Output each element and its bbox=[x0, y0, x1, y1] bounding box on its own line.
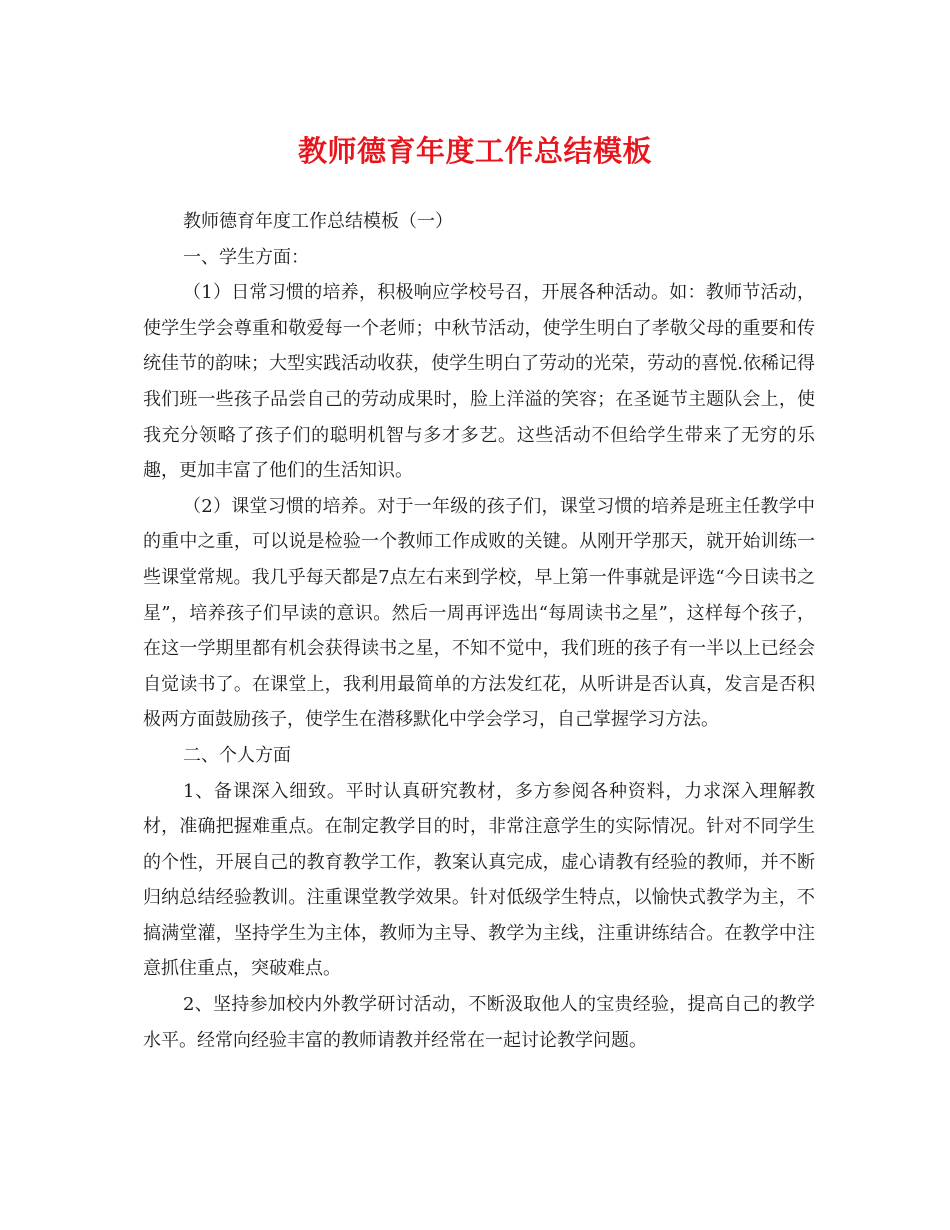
paragraph-teaching-research: 2、坚持参加校内外教学研讨活动，不断汲取他人的宝贵经验，提高自己的教学水平。经常向经验丰富的教师请教并经常在一起讨论教学问题。 bbox=[143, 994, 815, 1051]
section-subtitle: 教师德育年度工作总结模板（一） bbox=[183, 211, 453, 232]
paragraph-lesson-prep: 1、备课深入细致。平时认真研究教材，多方参阅各种资料，力求深入理解教材，准确把握难重点。在制定教学目的时，非常注意学生的实际情况。针对不同学生的个性，开展自己的教育教学工作，教案认真完成，虚心请教有经验的教师，并不断归纳总结经验教训。注重课堂教学效果。针对低级学生特点，以愉快式教学为主，不搞满堂灌，坚持学生为主体，教师为主导、教学为主线，注重讲练结合。在教学中注意抓住重点，突破难点。 bbox=[143, 780, 815, 980]
section-heading-personal: 二、个人方面 bbox=[183, 744, 291, 766]
paragraph-daily-habits: （1）日常习惯的培养，积极响应学校号召，开展各种活动。如：教师节活动，使学生学会尊重和敬爱每一个老师；中秋节活动，使学生明白了孝敬父母的重要和传统佳节的韵味；大型实践活动收获，使学生明白了劳动的光荣，劳动的喜悦.依稀记得我们班一些孩子品尝自己的劳动成果时，脸上洋溢的笑容；在圣诞节主题队会上，使我充分领略了孩子们的聪明机智与多才多艺。这些活动不但给学生带来了无穷的乐趣，更加丰富了他们的生活知识。 bbox=[143, 282, 815, 482]
document-body bbox=[143, 204, 815, 1058]
document-title: 教师德育年度工作总结模板 bbox=[297, 134, 652, 168]
paragraph-classroom-habits: （2）课堂习惯的培养。对于一年级的孩子们，课堂习惯的培养是班主任教学中的重中之重，可以说是检验一个教师工作成败的关键。从刚开学那天，就开始训练一些课堂常规。我几乎每天都是7点左右来到学校，早上第一件事就是评选“今日读书之星”，培养孩子们早读的意识。然后一周再评选出“每周读书之星”，这样每个孩子，在这一学期里都有机会获得读书之星，不知不觉中，我们班的孩子有一半以上已经会自觉读书了。在课堂上，我利用最简单的方法发红花，从听讲是否认真，发言是否积极两方面鼓励孩子，使学生在潜移默化中学会学习，自己掌握学习方法。 bbox=[143, 495, 815, 731]
section-heading-students: 一、学生方面： bbox=[183, 246, 309, 268]
